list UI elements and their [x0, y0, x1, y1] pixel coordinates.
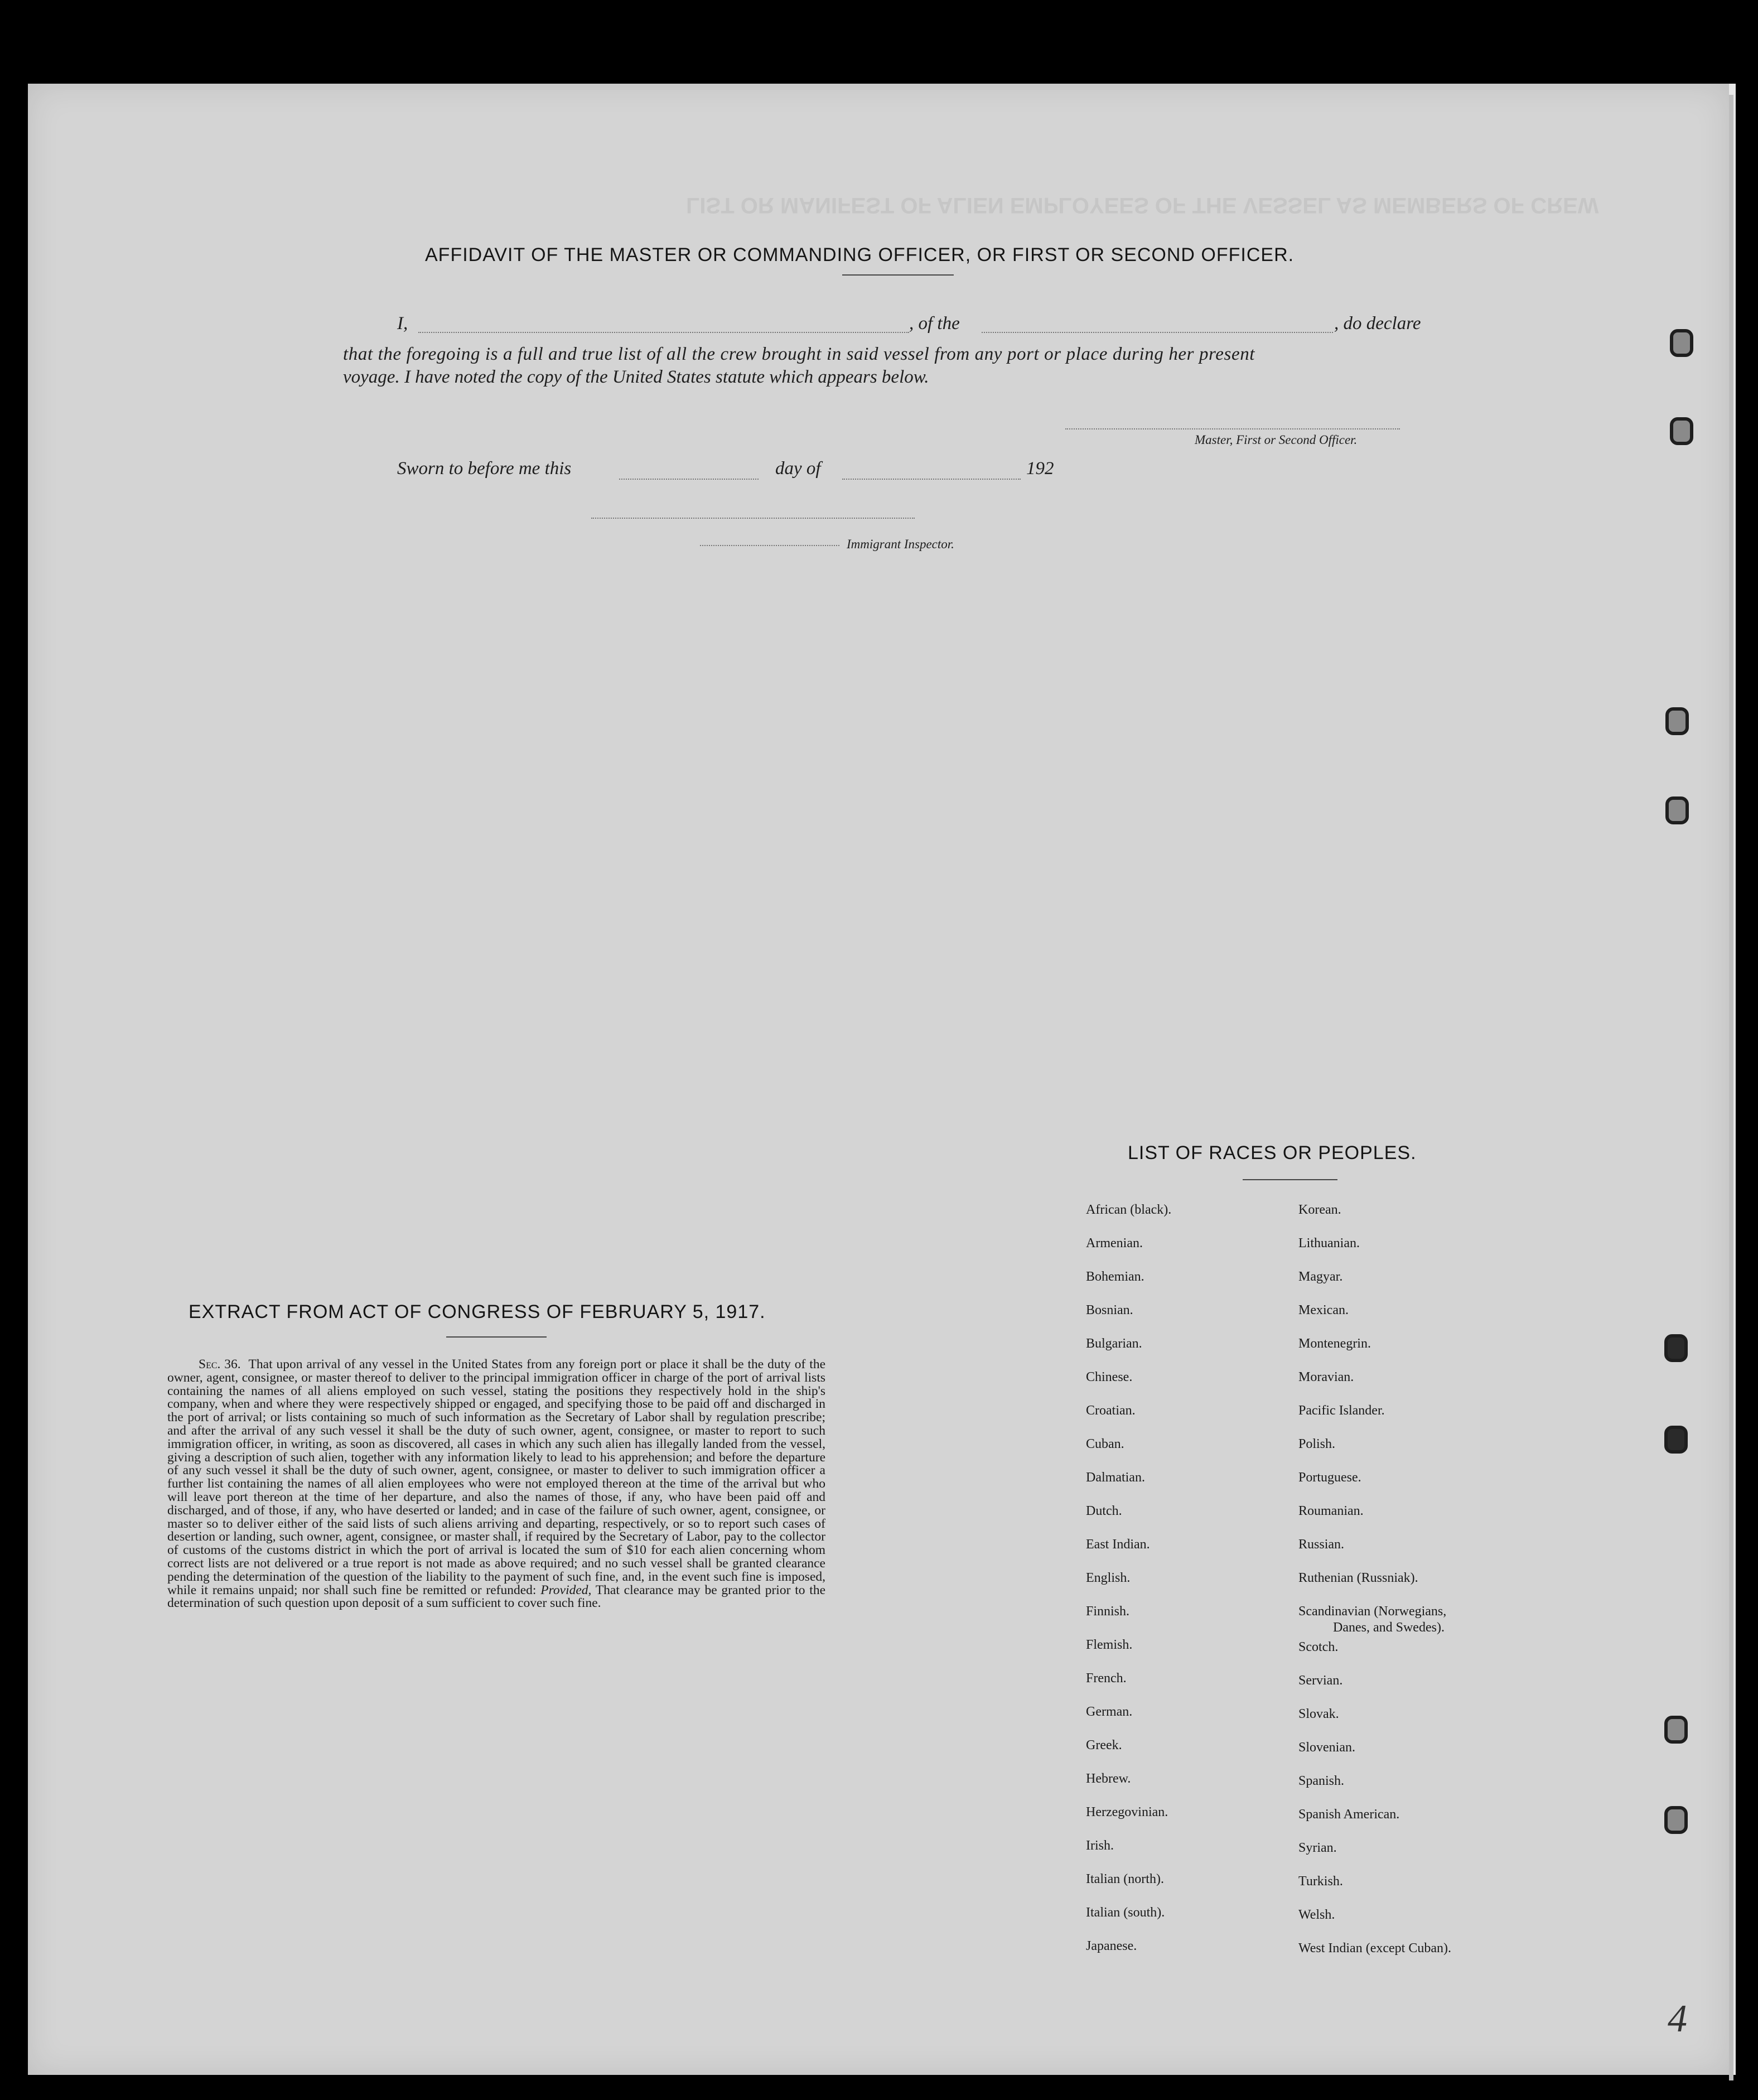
race-item: Slovak. [1298, 1707, 1339, 1721]
race-item: Pacific Islander. [1298, 1403, 1385, 1418]
inspector-caption: Immigrant Inspector. [847, 537, 954, 551]
race-item: Roumanian. [1298, 1504, 1364, 1518]
extract-body-1: That upon arrival of any vessel in the United States from any foreign port or place it shall be the duty of the owner, agent, consignee, or master thereof to deliver to the principal immigration officer in charge of the port of arrival lists containing the names of all aliens employed on such vessel, stating the positions they respectively hold in the ship's company, when and where they were respectively shipped or engaged, and specifying those to be paid off and discharged in the port of arrival; or lists containing so much of such information as the Secretary of Labor shall by regulation prescribe; and after the arrival of any such vessel it shall be the duty of such owner, agent, consignee, or master to report to such immigration officer, in writing, as soon as discovered, all cases in which any such alien has illegally landed from the vessel, giving a description of such alien, together with any information likely to lead to his apprehension; and before the departure of any such vessel it shall be the duty of such owner, agent, consignee, or master to deliver to such immigration officer a further list containing the names of all alien employees who were not employed thereon at the time of the arrival but who will leave port thereon at the time of her departure, and also the names of those, if any, who have been paid off and discharged, and of those, if any, who have deserted or landed; and in case of the failure of such owner, agent, consignee, or master so to deliver either of the said lists of such aliens arriving and departing, respectively, or so to report such cases of desertion or landing, such owner, agent, consignee, or master shall, if required by the Secretary of Labor, pay to the collector of customs of the customs district in which the port of arrival is located the sum of $10 for each alien concerning whom correct lists are not delivered or a true report is not made as above required; and no such vessel shall be granted clearance pending the determination of the question of the liability to the payment of such fine, and, in the event such fine is imposed, while it remains unpaid; nor shall such fine be remitted or refunded: [167, 1357, 826, 1597]
affidavit-i: I, [397, 313, 408, 334]
bleed-through-text: LIST OR MANIFEST OF ALIEN EMPLOYEES OF THE VESSEL AS MEMBERS OF CREW [686, 193, 1599, 218]
affidavit-title: AFFIDAVIT OF THE MASTER OR COMMANDING OFFICER, OR FIRST OR SECOND OFFICER. [425, 244, 1295, 265]
race-item: Portuguese. [1298, 1470, 1361, 1485]
race-item: Bosnian. [1086, 1303, 1133, 1317]
race-item: Welsh. [1298, 1908, 1335, 1922]
race-item: Dutch. [1086, 1504, 1122, 1518]
race-item: Japanese. [1086, 1939, 1137, 1953]
race-item: Croatian. [1086, 1403, 1136, 1418]
race-item: Greek. [1086, 1738, 1122, 1753]
month-blank [842, 479, 1021, 480]
extract-section-label: Sec. 36. [199, 1357, 241, 1372]
races-title-rule [1243, 1179, 1337, 1180]
race-item: Italian (north). [1086, 1872, 1164, 1886]
race-item: Mexican. [1298, 1303, 1349, 1317]
race-item: French. [1086, 1671, 1127, 1686]
race-item-continuation: Danes, and Swedes). [1333, 1620, 1445, 1635]
affidavit-line-2: that the foregoing is a full and true list of all the crew brought in said vessel from any port or place during her present [343, 344, 1255, 364]
race-item: Servian. [1298, 1673, 1343, 1688]
race-item: Flemish. [1086, 1638, 1133, 1652]
race-item: Magyar. [1298, 1269, 1343, 1284]
races-title: LIST OF RACES OR PEOPLES. [1128, 1142, 1417, 1164]
race-item: Scotch. [1298, 1640, 1339, 1654]
punch-hole [1665, 796, 1689, 824]
race-item: Spanish American. [1298, 1807, 1400, 1822]
race-item: Syrian. [1298, 1841, 1337, 1855]
affidavit-of-the: , of the [909, 313, 960, 334]
extract-body-2: That clearance may be granted prior to the determination of such question upon deposit of a sum sufficient to cover such fine. [167, 1582, 825, 1611]
race-item: Slovenian. [1298, 1740, 1355, 1755]
race-item: Ruthenian (Russniak). [1298, 1571, 1418, 1585]
punch-hole [1664, 1806, 1688, 1834]
race-item: West Indian (except Cuban). [1298, 1941, 1451, 1956]
punch-hole [1664, 1426, 1688, 1454]
race-item: Turkish. [1298, 1874, 1343, 1889]
race-item: English. [1086, 1571, 1131, 1585]
race-item: East Indian. [1086, 1537, 1150, 1552]
day-of-text: day of [775, 458, 821, 479]
race-item: Spanish. [1298, 1774, 1345, 1788]
name-blank [418, 332, 909, 333]
race-item: Herzegovinian. [1086, 1805, 1168, 1819]
race-item: Korean. [1298, 1203, 1341, 1217]
race-item: Lithuanian. [1298, 1236, 1360, 1251]
race-item: Finnish. [1086, 1604, 1130, 1619]
race-item: Russian. [1298, 1537, 1345, 1552]
year-prefix: 192 [1026, 458, 1054, 479]
race-item: German. [1086, 1705, 1133, 1719]
vessel-blank [982, 332, 1333, 333]
race-item: Scandinavian (Norwegians, [1298, 1604, 1447, 1619]
punch-hole [1665, 707, 1689, 735]
officer-signature-line [1065, 428, 1400, 429]
officer-signature-caption: Master, First or Second Officer. [1195, 433, 1358, 447]
race-item: Bohemian. [1086, 1269, 1144, 1284]
race-item: African (black). [1086, 1203, 1172, 1217]
inspector-line-2 [700, 545, 839, 546]
race-item: Moravian. [1298, 1370, 1354, 1384]
page-edge [1729, 95, 1733, 2080]
race-item: Armenian. [1086, 1236, 1143, 1251]
handwritten-corner-mark: 4 [1668, 1997, 1687, 2040]
affidavit-title-rule [842, 274, 954, 276]
race-item: Chinese. [1086, 1370, 1133, 1384]
affidavit-declare: , do declare [1334, 313, 1421, 334]
extract-provided: Provided, [540, 1582, 592, 1597]
extract-title: EXTRACT FROM ACT OF CONGRESS OF FEBRUARY 5, 1917. [189, 1301, 766, 1322]
inspector-line-1 [591, 518, 915, 519]
punch-hole [1664, 1716, 1688, 1744]
sworn-text: Sworn to before me this [397, 458, 572, 479]
race-item: Montenegrin. [1298, 1336, 1371, 1351]
extract-title-rule [446, 1336, 547, 1338]
race-item: Bulgarian. [1086, 1336, 1142, 1351]
race-item: Polish. [1298, 1437, 1336, 1451]
race-item: Hebrew. [1086, 1771, 1131, 1786]
extract-body [167, 1358, 825, 1610]
affidavit-line-3: voyage. I have noted the copy of the United States statute which appears below. [343, 367, 929, 387]
punch-hole [1670, 329, 1693, 357]
day-blank [619, 479, 759, 480]
race-item: Irish. [1086, 1838, 1114, 1853]
race-item: Cuban. [1086, 1437, 1124, 1451]
punch-hole [1670, 417, 1693, 445]
race-item: Italian (south). [1086, 1905, 1165, 1920]
punch-hole [1664, 1334, 1688, 1362]
race-item: Dalmatian. [1086, 1470, 1145, 1485]
